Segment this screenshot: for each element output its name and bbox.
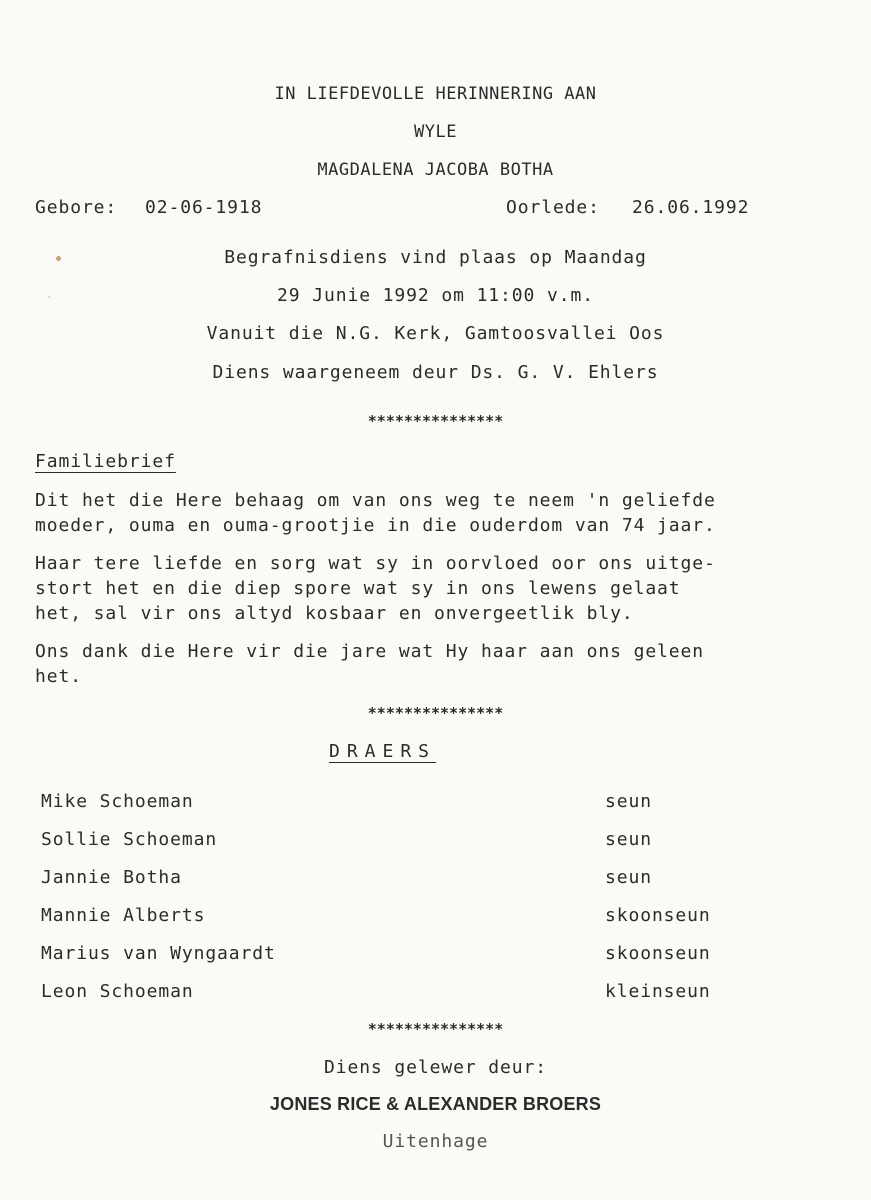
- family-letter-line: het.: [35, 666, 82, 687]
- service-line-2: 29 Junie 1992 om 11:00 v.m.: [277, 285, 594, 306]
- bearer-name: Leon Schoeman: [41, 981, 194, 1002]
- company-city: Uitenhage: [382, 1131, 489, 1152]
- service-line-1: Begrafnisdiens vind plaas op Maandag: [224, 247, 647, 268]
- header-line-2: WYLE: [414, 122, 457, 142]
- bearer-name: Mannie Alberts: [41, 905, 206, 926]
- family-letter-line: het, sal vir ons altyd kosbaar en onvergeetlik bly.: [35, 603, 634, 624]
- family-letter-line: Dit het die Here behaag om van ons weg te neem 'n geliefde: [35, 490, 716, 511]
- family-letter-heading: Familiebrief: [35, 451, 176, 472]
- family-letter-line: moeder, ouma en ouma-grootjie in die ouderdom van 74 jaar.: [35, 515, 716, 536]
- separator-3: ***************: [367, 1020, 504, 1038]
- family-letter-line: Ons dank die Here vir die jare wat Hy haar aan ons geleen: [35, 641, 705, 662]
- family-letter-line: Haar tere liefde en sorg wat sy in oorvloed oor ons uitge-: [35, 553, 716, 574]
- separator-2: ***************: [367, 704, 504, 722]
- service-line-4: Diens waargeneem deur Ds. G. V. Ehlers: [212, 362, 659, 383]
- died-date: 26.06.1992: [632, 197, 750, 218]
- bearer-name: Mike Schoeman: [41, 791, 194, 812]
- funeral-company: JONES RICE & ALEXANDER BROERS: [269, 1094, 602, 1114]
- footer-line-1: Diens gelewer deur:: [323, 1057, 547, 1078]
- bearer-name: Sollie Schoeman: [41, 829, 218, 850]
- bearer-relation: seun: [605, 829, 652, 850]
- bearers-heading: DRAERS: [329, 741, 437, 762]
- bearer-relation: skoonseun: [605, 943, 711, 964]
- header-line-1: IN LIEFDEVOLLE HERINNERING AAN: [274, 84, 597, 104]
- died-label: Oorlede:: [506, 197, 600, 218]
- deceased-name: MAGDALENA JACOBA BOTHA: [317, 160, 554, 180]
- family-letter-line: stort het en die diep spore wat sy in ons lewens gelaat: [35, 578, 681, 599]
- bearer-relation: kleinseun: [605, 981, 711, 1002]
- bearer-name: Marius van Wyngaardt: [41, 943, 276, 964]
- bearer-relation: skoonseun: [605, 905, 711, 926]
- born-date: 02-06-1918: [145, 197, 263, 218]
- bearer-relation: seun: [605, 867, 652, 888]
- bearer-relation: seun: [605, 791, 652, 812]
- bearer-name: Jannie Botha: [41, 867, 182, 888]
- separator-1: ***************: [367, 412, 504, 430]
- born-label: Gebore:: [35, 197, 118, 218]
- service-line-3: Vanuit die N.G. Kerk, Gamtoosvallei Oos: [206, 323, 665, 344]
